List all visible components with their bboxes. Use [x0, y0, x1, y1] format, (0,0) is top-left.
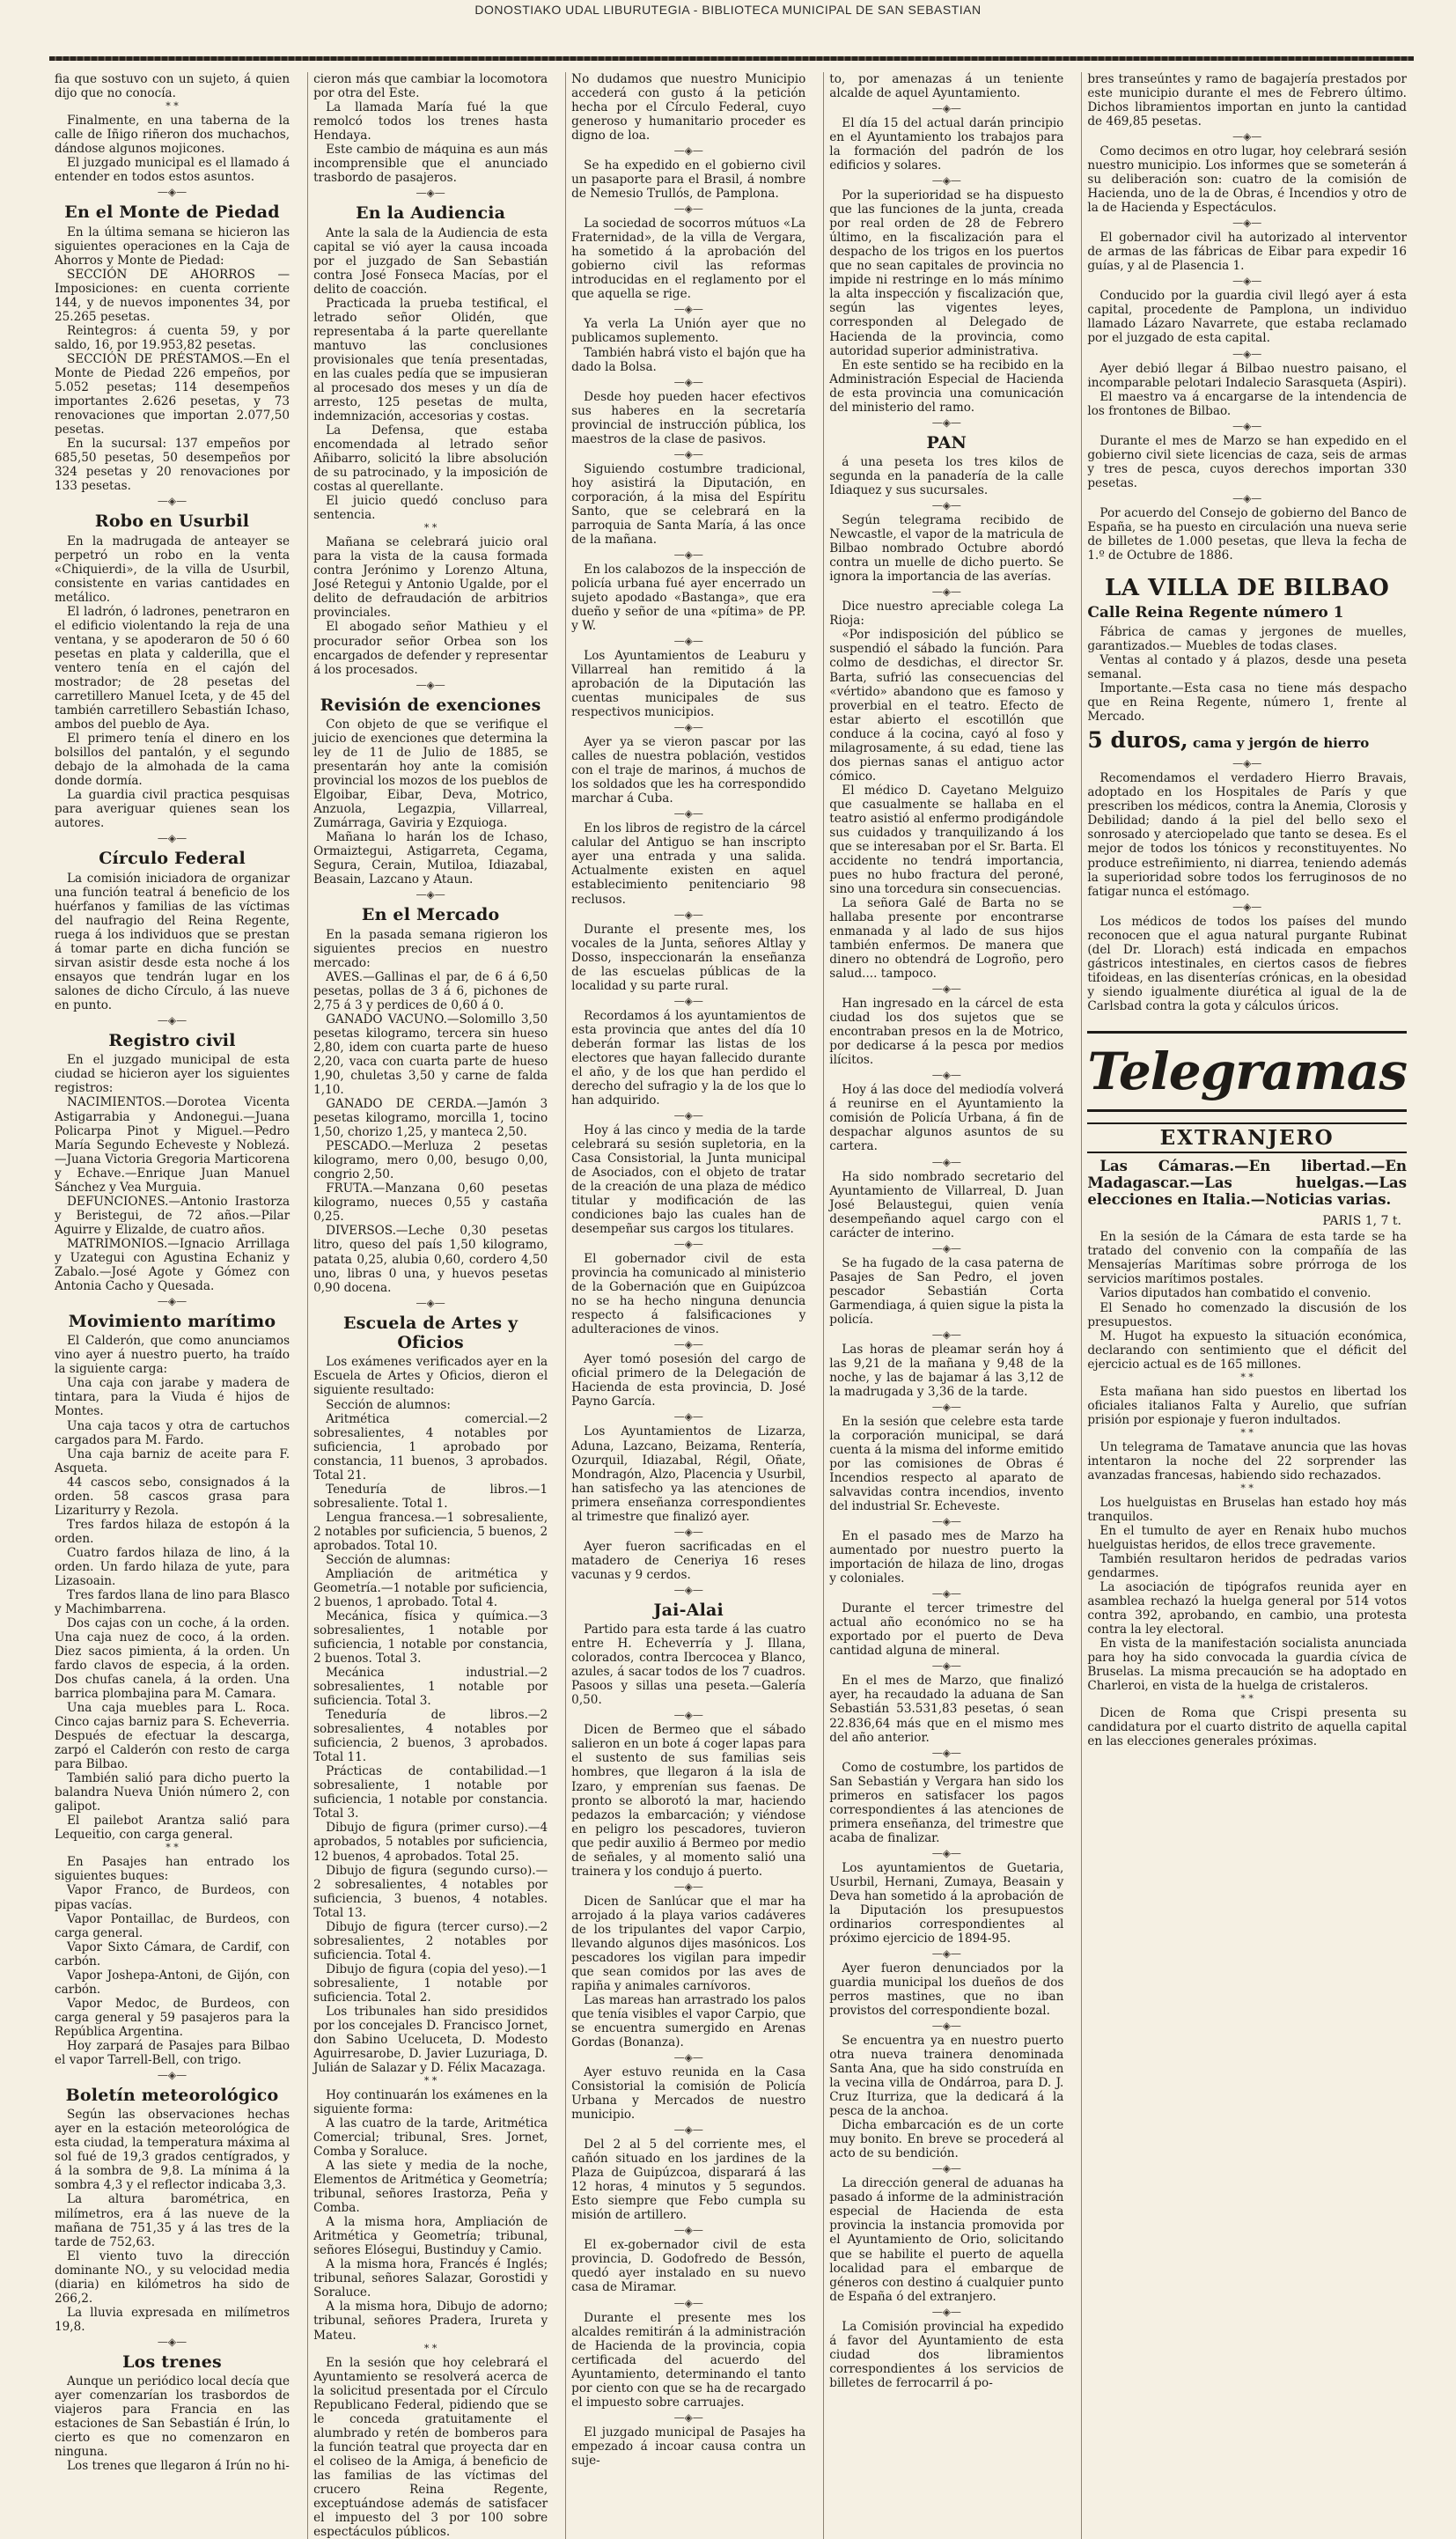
separator: —◈—: [673, 303, 703, 316]
paragraph: En el pasado mes de Marzo ha aumentado por nuestro puerto la importación de hilaza de lino, drogas y coloniales.: [829, 1529, 1064, 1586]
separator: —◈—: [673, 1525, 703, 1538]
paragraph: cieron más que cambiar la locomotora por otra del Este.: [313, 72, 548, 101]
telegram-paragraph: Varios diputados han combatido el convenio.: [1099, 1286, 1371, 1301]
paragraph: Una caja tacos y otra de cartuchos cargados para M. Fardo.: [55, 1418, 290, 1447]
telegram-paragraph: La asociación de tipógrafos reunida ayer en asamblea rechazó la huelga general por 514 votos contra 392, aprobando, en cambio, una protesta contra la ley electoral.: [1087, 1579, 1407, 1637]
paragraph: En los libros de registro de la cárcel calular del Antiguo se han inscripto ayer una entrada y una salida. Actualmente existen en aquel establecimiento penitenciario 98 reclusos.: [571, 821, 806, 907]
paragraph: Durante el tercer trimestre del actual año económico no se ha exportado por el puerto de Deva cantidad alguna de mineral.: [829, 1601, 1064, 1659]
paragraph: Dicha embarcación es de un corte muy bonito. En breve se procederá al acto de su bendición.: [829, 2118, 1064, 2161]
paragraph: Dibujo de figura (primer curso).—4 aprobados, 5 notables por suficiencia, 12 buenos, 4 aprobados. Total 25.: [313, 1821, 548, 1864]
telegramas-banner: [1087, 1031, 1407, 1112]
paragraph: GANADO DE CERDA.—Jamón 3 pesetas kilogramo, morcilla 1, tocino 1,50, chorizo 1,25, y manteca 2,50.: [313, 1097, 548, 1140]
separator: —◈—: [673, 202, 703, 216]
paragraph: Partido para esta tarde á las cuatro entre H. Echeverría y J. Illana, colorados, contra Ibercocea y Blanco, azules, á sacar todos de los 7 cuadros. Pasoos y sillas una peseta.—Galería 0,50.: [571, 1623, 806, 1708]
library-banner: [0, 0, 1456, 19]
paragraph: No dudamos que nuestro Municipio accederá con gusto á la petición hecha por el Círculo Federal, cuyo generoso y humanitario proceder es digno de loa.: [571, 72, 806, 144]
separator: —◈—: [673, 548, 703, 561]
paragraph: Tres fardos llana de lino para Blasco y Machimbarrena.: [55, 1587, 290, 1616]
column-5: [1081, 72, 1412, 2539]
paragraph: Sección de alumnos:: [326, 1397, 451, 1412]
advert-price: 5 duros,: [1087, 726, 1188, 753]
separator: —◈—: [673, 994, 703, 1007]
paragraph: bres transeúntes y ramo de bagajería prestados por este municipio durante el mes de Febrero último. Dichos libramientos importan en junto la cantidad de 469,85 pesetas.: [1087, 72, 1407, 129]
separator: —◈—: [1232, 491, 1262, 504]
paragraph: El médico D. Cayetano Melguizo que casualmente se hallaba en el teatro asistió al enfermo prodigándole sus cuidados y tranquilizando á los que se interesaban por el Sr. Barta. El accidente no tendrá importancia, pues no hubo fractura del peroné, sino una torcedura sin consecuencias.: [829, 783, 1064, 896]
column-2: [307, 72, 553, 2539]
paragraph: MATRIMONIOS.—Ignacio Arrillaga y Uzategui con Agustina Echaniz y Zabalo.—José Agote y Gómez con Antonia Cacho y Quesada.: [55, 1236, 290, 1293]
paragraph: En la sesión que hoy celebrará el Ayuntamiento se resolverá acerca de la solicitud presentada por el Círculo Republicano Federal, pidiendo que se le conceda gratuitamente el alumbrado y retén de bomberos para la función teatral que proyecta dar en el coliseo de la Amiga, á beneficio de las familias de las víctimas del crucero Reina Regente, exceptuándose además de satisfacer el impuesto del 3 por 100 sobre espectáculos públicos.: [313, 2355, 548, 2539]
paragraph: Como de costumbre, los partidos de San Sebastián y Vergara han sido los primeros en satisfacer los pagos correspondientes á las atenciones de primera enseñanza, del trimestre que acaba de finalizar.: [829, 1760, 1064, 1845]
paragraph: El ex-gobernador civil de esta provincia, D. Godofredo de Bessón, quedó ayer instalado en su nuevo casa de Miramar.: [571, 2238, 806, 2295]
paragraph: Se encuentra ya en nuestro puerto otra nueva trainera denominada Santa Ana, que ha sido construída en la vecina villa de Ondárroa, para D. J. Cruz Iturriza, que la dedicará á la pesca de la anchoa.: [829, 2034, 1064, 2119]
paragraph: Del 2 al 5 del corriente mes, el cañón situado en los jardines de la Plaza de Guipúzcoa, disparará á las 12 horas, 4 minutos y 5 segundos. Esto siempre que Febo cumpla su misión de artillero.: [571, 2138, 806, 2223]
paragraph: El juzgado municipal es el llamado á entender en todos estos asuntos.: [55, 156, 290, 185]
separator: —◈—: [1232, 130, 1262, 144]
separator: —◈—: [673, 1583, 703, 1596]
paragraph: Han ingresado en la cárcel de esta ciudad los dos sujetos que se encontraban presos en la de Motrico, por dedicarse á la pesca por medios ilícitos.: [829, 997, 1064, 1068]
paragraph: En este sentido se ha recibido en la Administración Especial de Hacienda de esta provincia una comunicación del ministerio del ramo.: [829, 357, 1064, 415]
separator: —◈—: [931, 2020, 961, 2033]
separator: —◈—: [673, 908, 703, 921]
telegram-paragraph: En la sesión de la Cámara de esta tarde se ha tratado del convenio con la compañía de las Mensajerías Marítimas sobre prórroga de los servicios marítimos postales.: [1087, 1230, 1407, 1287]
separator: —◈—: [673, 1238, 703, 1251]
paragraph: Hoy continuarán los exámenes en la siguiente forma:: [313, 2087, 548, 2116]
headline: En el Monte de Piedad: [64, 202, 280, 223]
separator: —◈—: [415, 187, 445, 200]
paragraph: Mecánica, física y química.—3 sobresalientes, 1 notable por suficiencia, 1 notable por constancia, 2 buenos. Total 3.: [313, 1608, 548, 1667]
paragraph: La señora Galé de Barta no se hallaba presente por encontrarse enmanada y al lado de sus hijos también enfermos. De manera que dinero no obtendrá de Logroño, pero salud.... tampoco.: [829, 896, 1064, 982]
paragraph: El maestro va á encargarse de la intendencia de los frontones de Bilbao.: [1087, 389, 1407, 418]
paragraph: Sección de alumnas:: [326, 1552, 451, 1567]
paragraph: El viento tuvo la dirección dominante NO., y su velocidad media (diaria) en kilómetros ha sido de 266,2.: [55, 2248, 290, 2306]
headline: PAN: [926, 432, 967, 453]
paragraph: Durante el presente mes, los vocales de la Junta, señores Altlay y Dosso, inspeccionarán la enseñanza de las escuelas públicas de la localidad y su parte rural.: [571, 922, 806, 993]
paragraph: Los Ayuntamientos de Lizarza, Aduna, Lazcano, Beizama, Rentería, Ozurquil, Idiazabal, Régil, Oñate, Mondragón, Alzo, Placencia y Usurbil, han satisfecho ya las atenciones de primera enseñanza correspondientes al trimestre que finalizó ayer.: [571, 1424, 806, 1524]
separator: —◈—: [931, 174, 961, 188]
paragraph: DIVERSOS.—Leche 0,30 pesetas litro, queso del país 1,50 kilogramo, patata 0,25, alubia 0,60, cordero 4,50 uno, libras 0 una, y huevos pesetas 0,90 docena.: [313, 1224, 548, 1295]
paragraph: A la misma hora, Ampliación de Aritmética y Geometría; tribunal, señores Elósegui, Bustinduy y Camio.: [313, 2215, 548, 2258]
advert-paragraph: Fábrica de camas y jergones de muelles, garantizados.— Muebles de todas clases.: [1087, 624, 1407, 653]
paragraph: Los tribunales han sido presididos por los concejales D. Francisco Jornet, don Sabino Uceluceta, D. Modesto Aguirresarobe, D. Javier Luzuriaga, D. Julián de Salazar y D. Félix Macazaga.: [313, 2004, 548, 2075]
separator: —◈—: [157, 832, 188, 845]
telegram-paragraph: En vista de la manifestación socialista anunciada para hoy ha sido convocada la guardia cívica de Bruselas. La misma precaución se ha adoptado en Charleroi, en vista de la huelga de cristaleros.: [1087, 1637, 1407, 1694]
paragraph: El gobernador civil ha autorizado al interventor de armas de las fábricas de Eibar para expedir 16 guías, y al de Plasencia 1.: [1087, 231, 1407, 274]
separator: —◈—: [673, 2410, 703, 2424]
paragraph: FRUTA.—Manzana 0,60 pesetas kilogramo, nueces 0,55 y castaña 0,25.: [313, 1181, 548, 1225]
headline: Escuela de Artes y Oficios: [342, 1313, 518, 1352]
advert-subtitle: Calle Reina Regente número 1: [1087, 603, 1344, 622]
separator-stars: * *: [1240, 1371, 1254, 1383]
paragraph: Por la superioridad se ha dispuesto que las funciones de la junta, creada por real orden de 28 de Febrero último, en la fiscalización para el despacho de los trigos en los puertos que no sean capitales de provincia no impide ni restringe en lo más mínimo la alta inspección y fiscalización que, según las vigentes leyes, corresponden al Delegado de Hacienda de la provincia, como autoridad superior administrativa.: [829, 188, 1064, 358]
paragraph: Se ha expedido en el gobierno civil un pasaporte para el Brasil, á nombre de Nemesio Trullós, de Pamplona.: [571, 158, 806, 202]
separator: —◈—: [673, 1338, 703, 1351]
separator: —◈—: [415, 678, 445, 691]
paragraph: Ayer fueron sacrificadas en el matadero de Ceneriya 16 reses vacunas y 9 cerdos.: [571, 1539, 806, 1582]
paragraph: En el mes de Marzo, que finalizó ayer, ha recaudado la aduana de San Sebastián 53.531,83 pesetas, ó sean 22.836,64 más que en el mismo mes del año anterior.: [829, 1674, 1064, 1745]
separator: —◈—: [931, 499, 961, 512]
paragraph: Ayer ya se vieron pascar por las calles de nuestra población, vestidos con el traje de marinos, á muchos de los soldados que les ha correspondido marchar á Cuba.: [571, 735, 806, 806]
paragraph: Teneduría de libros.—1 sobresaliente. Total 1.: [313, 1482, 548, 1511]
advert-title: LA VILLA DE BILBAO: [1105, 574, 1390, 601]
paragraph: Durante el mes de Marzo se han expedido en el gobierno civil siete licencias de caza, seis de armas y tres de pesca, cuyos derechos importan 330 pesetas.: [1087, 433, 1407, 490]
separator: —◈—: [931, 1069, 961, 1082]
paragraph: La Defensa, que estaba encomendada al letrado señor Añibarro, solicitó la libre absolución de su patrocinado, y la imposición de costas al querellante.: [313, 423, 548, 495]
paragraph: Una caja muebles para L. Roca. Cinco cajas barniz para S. Echeverria. Después de efectuar la descarga, zarpó el Calderón con resto de carga para Bilbao.: [55, 1701, 290, 1772]
separator: —◈—: [1232, 347, 1262, 360]
paragraph: La llamada María fué la que remolcó todos los trenes hasta Hendaya.: [313, 100, 548, 144]
telegram-lead: Las Cámaras.—En libertad.—En Madagascar.—Las huelgas.—Las elecciones en Italia.—Noticias varias.: [1087, 1157, 1407, 1208]
telegram-paragraph: Los huelguistas en Bruselas han estado hoy más tranquilos.: [1087, 1495, 1407, 1524]
paragraph: Este cambio de máquina es aun más incomprensible que el anunciado trasbordo de pasajeros.: [313, 143, 548, 186]
paragraph: El ladrón, ó ladrones, penetraron en el edificio violentando la reja de una ventana, y se apoderaron de 50 ó 60 pesetas en plata y calderilla, que el ventero tenía en el cajón del mostrador; de 28 pesetas del carretillero Manuel Iceta, y de 45 del también carretillero Sebastián Ichaso, ambos del pueblo de Aya.: [55, 604, 290, 732]
paragraph: Mecánica industrial.—2 sobresalientes, 1 notable por suficiencia. Total 3.: [313, 1666, 548, 1709]
paragraph: Reintegros: á cuenta 59, y por saldo, 16, por 19.953,82 pesetas.: [55, 323, 290, 352]
separator: —◈—: [673, 635, 703, 648]
paragraph: Desde hoy pueden hacer efectivos sus haberes en la secretaría provincial de instrucción pública, los maestros de la clase de pasivos.: [571, 389, 806, 446]
paragraph: Dos cajas con un coche, á la orden. Una caja nuez de coco, á la orden. Diez sacos pimienta, á la orden. Un fardo clavos de especia, á la orden. Dos chufas canela, á la orden. Una barrica plombajina para M. Camara.: [55, 1615, 290, 1702]
separator-stars: * *: [165, 1842, 179, 1854]
paragraph: fia que sostuvo con un sujeto, á quien dijo que no conocía.: [55, 72, 290, 101]
separator: —◈—: [673, 144, 703, 158]
separator: —◈—: [673, 447, 703, 460]
paragraph: A las siete y media de la noche, Elementos de Aritmética y Geometría; tribunal, señores Irastorza, Peña y Comba.: [313, 2159, 548, 2216]
headline: Boletín meteorológico: [65, 2085, 279, 2105]
paragraph: Finalmente, en una taberna de la calle de Iñigo riñeron dos muchachos, dándose algunos mojicones.: [55, 114, 290, 157]
paragraph: El día 15 del actual darán principio en el Ayuntamiento los trabajos para la formación del padrón de los edificios y solares.: [829, 116, 1064, 173]
paragraph: Los trenes que llegaron á Irún no hi-: [67, 2459, 290, 2474]
headline: En la Audiencia: [356, 203, 506, 224]
dateline: PARIS 1, 7 t.: [1322, 1213, 1401, 1228]
paragraph: Las mareas han arrastrado los palos que tenía visibles el vapor Carpio, que se encuentra sumergido en Arenas Gordas (Bonanza).: [571, 1992, 806, 2050]
paragraph: Con objeto de que se verifique el juicio de exenciones que determina la ley de 11 de Julio de 1885, se presentarán hoy ante la comisión provincial los mozos de los pueblos de Elgoibar, Eibar, Deva, Motrico, Anzuola, Legazpia, Villarreal, Zumárraga, Gaviria y Ezquioga.: [313, 718, 548, 831]
separator: —◈—: [673, 2123, 703, 2137]
paragraph: En Pasajes han entrado los siguientes buques:: [55, 1855, 290, 1884]
separator-stars: * *: [423, 522, 438, 534]
paragraph: A la misma hora, Dibujo de adorno; tribunal, señores Pradera, Irureta y Mateu.: [313, 2300, 548, 2343]
paragraph: PESCADO.—Merluza 2 pesetas kilogramo, mero 0,00, besugo 0,00, congrio 2,50.: [313, 1139, 548, 1182]
paragraph: Aunque un periódico local decía que ayer comenzarían los trasbordos de viajeros para Francia en las estaciones de San Sebastián é Irún, lo cierto es que no comenzaron en ninguna.: [55, 2374, 290, 2460]
paragraph: DEFUNCIONES.—Antonio Irastorza y Beristegui, de 72 años.—Pilar Aguirre y Elizalde, de cuatro años.: [55, 1194, 290, 1237]
paragraph: En el juzgado municipal de esta ciudad se hicieron ayer los siguientes registros:: [55, 1053, 290, 1096]
paragraph: También salió para dicho puerto la balandra Nueva Unión número 2, con galipot.: [55, 1771, 290, 1814]
paragraph: Aritmética comercial.—2 sobresalientes, 4 notables por suficiencia, 1 aprobado por constancia, 11 buenos, 3 aprobados. Total 21.: [313, 1411, 548, 1483]
headline: Registro civil: [108, 1030, 236, 1050]
separator: —◈—: [415, 888, 445, 902]
paragraph: En los calabozos de la inspección de policía urbana fué ayer encerrado un sujeto apodado «Bastanga», que era dueño y señor de una «pítima» de PP. y W.: [571, 562, 806, 633]
separator: —◈—: [157, 2068, 188, 2081]
paragraph: El pailebot Arantza salió para Lequeitio, con carga general.: [55, 1814, 290, 1843]
separator: —◈—: [673, 1709, 703, 1722]
separator: —◈—: [673, 375, 703, 388]
headline: Los trenes: [122, 2351, 222, 2372]
advert-price-desc: cama y jergón de hierro: [1188, 734, 1370, 751]
paragraph: A las cuatro de la tarde, Aritmética Comercial; tribunal, Sres. Jornet, Comba y Soraluce.: [313, 2116, 548, 2160]
paragraph: La altura barométrica, en milímetros, era á las nueve de la mañana de 751,35 y á las tres de la tarde de 752,63.: [55, 2192, 290, 2249]
paragraph: Ayer estuvo reunida en la Casa Consistorial la comisión de Policía Urbana y Mercados de nuestro municipio.: [571, 2065, 806, 2123]
separator: —◈—: [931, 1155, 961, 1168]
telegram-paragraph: Esta mañana han sido puestos en libertad los oficiales italianos Falta y Aurelio, que sufrían prisión por espionaje y fueron indultados.: [1087, 1384, 1407, 1427]
paragraph: 44 cascos sebo, consignados á la orden. 58 cascos grasa para Lizariturry y Rezola.: [55, 1475, 290, 1518]
paragraph: La guardia civil practica pesquisas para averiguar quienes sean los autores.: [55, 788, 290, 831]
paragraph: Ayer fueron denunciados por la guardia municipal los dueños de dos perros mastines, que no iban provistos del correspondiente bozal.: [829, 1961, 1064, 2019]
separator: —◈—: [673, 1880, 703, 1893]
paragraph: El Calderón, que como anunciamos vino ayer á nuestro puerto, ha traído la siguiente carga:: [55, 1334, 290, 1377]
paragraph: Dice nuestro apreciable colega La Rioja:: [829, 600, 1064, 629]
paragraph: Dicen de Bermeo que el sábado salieron en un bote á coger lapas para el sustento de sus familias seis hombres, que llegaron á la isla de Izaro, y emprenían sus faenas. De pronto se alborotó la mar, haciendo pedazos la embarcación; y viéndose en peligro los pescadores, tuvieron que pedir auxilio á Bermeo por medio de señales, y al momento salió una trainera y los condujo á puerto.: [571, 1723, 806, 1879]
paragraph: Ha sido nombrado secretario del Ayuntamiento de Villarreal, D. Juan José Belaustegui, quien venía desempeñando aquel cargo con el carácter de interino.: [829, 1169, 1064, 1240]
separator: —◈—: [931, 1660, 961, 1673]
paragraph: Hoy á las doce del mediodía volverá á reunirse en el Ayuntamiento la comisión de Policía Urbana, á fin de despachar algunos asuntos de su cartera.: [829, 1083, 1064, 1154]
advert-paragraph: Los médicos de todos los países del mundo reconocen que el agua natural purgante Rubinat (del Dr. Llorach) está indicada en empachos gástricos intestinales, en ciertos casos de fiebres tifoideas, en las disenterías crónicas, en la obesidad y siendo igualmente diurética al igual de la de Carlsbad contra la gota y cálculos úricos.: [1087, 914, 1407, 1013]
paragraph: «Por indisposición del público se suspendió el sábado la función. Para colmo de desdichas, el director Sr. Barta, sufrió las consecuencias del «vértido» abandono que es famoso y proverbial en el teatro. Efecto de estar abierto el escotillón que conduce á la cocina, cayó al foso y milagrosamente, á su edad, tiene las dos piernas sanas el antiguo actor cómico.: [829, 628, 1064, 784]
separator: —◈—: [931, 102, 961, 115]
telegram-paragraph: En el tumulto de ayer en Renaix hubo muchos huelguistas heridos, de ellos trece gravemente.: [1087, 1523, 1407, 1552]
paragraph: La sociedad de socorros mútuos «La Fraternidad», de la villa de Vergara, ha sometido á la aprobación del gobierno civil las reformas introducidas en el reglamento por el que aquella se rige.: [571, 217, 806, 302]
paragraph: AVES.—Gallinas el par, de 6 á 6,50 pesetas, pollas de 3 á 6, pichones de 2,75 á 3 y perdices de 0,60 á 0.: [313, 969, 548, 1012]
advert-paragraph: Importante.—Esta casa no tiene más despacho que en Reina Regente, número 1, frente al Mercado.: [1087, 681, 1407, 724]
paragraph: Los Ayuntamientos de Leaburu y Villarreal han remitido á la aprobación de la Diputación las cuentas municipales de sus respectivos municipios.: [571, 649, 806, 720]
separator: —◈—: [931, 1947, 961, 1960]
separator-stars: * *: [1240, 1482, 1254, 1494]
telegram-paragraph: El Senado ho comenzado la discusión de los presupuestos.: [1087, 1300, 1407, 1329]
separator: —◈—: [931, 416, 961, 429]
library-banner-text: DONOSTIAKO UDAL LIBURUTEGIA - BIBLIOTECA MUNICIPAL DE SAN SEBASTIAN: [474, 3, 982, 17]
separator: —◈—: [673, 721, 703, 734]
paragraph: Recordamos á los ayuntamientos de esta provincia que antes del día 10 deberán formar las listas de los electores que hayan fallecido durante el año, y de los que han perdido el derecho del sufragio y la de los que lo han adquirido.: [571, 1008, 806, 1108]
separator: —◈—: [1232, 419, 1262, 432]
paragraph: Cuatro fardos hilaza de lino, á la orden. Un fardo hilaza de yute, para Lizasoain.: [55, 1545, 290, 1588]
paragraph: Los ayuntamientos de Guetaria, Usurbil, Hernani, Zumaya, Beasain y Deva han sometido á la aprobación de la Diputación los presupuestos ordinarios correspondientes al próximo ejercicio de 1894-95.: [829, 1860, 1064, 1946]
telegram-paragraph: M. Hugot ha expuesto la situación económica, declarando con sentimiento que el déficit del ejercicio actual es de 165 millones.: [1087, 1328, 1407, 1372]
telegram-paragraph: También resultaron heridos de pedradas varios gendarmes.: [1087, 1551, 1407, 1580]
paragraph: En la última semana se hicieron las siguientes operaciones en la Caja de Ahorros y Monte de Piedad:: [55, 224, 290, 268]
paragraph: Dibujo de figura (segundo curso).—2 sobresalientes, 4 notables por suficiencia, 3 buenos, 4 notables. Total 13.: [313, 1863, 548, 1920]
separator: —◈—: [157, 1294, 188, 1307]
advert-paragraph: Ventas al contado y á plazos, desde una peseta semanal.: [1087, 652, 1407, 681]
paragraph: Prácticas de contabilidad.—1 sobresaliente, 1 notable por suficiencia, 1 notable por constancia. Total 3.: [313, 1764, 548, 1821]
separator: —◈—: [931, 1328, 961, 1341]
separator: —◈—: [1232, 757, 1262, 770]
telegramas-title: Telegramas: [1087, 1041, 1407, 1101]
paragraph: Según las observaciones hechas ayer en la estación meteorológica de esta ciudad, la temperatura máxima al sol fué de 19,3 grados centígrados, y á la sombra de 9,8. La mínima á la sombra 4,3 y el reflector indicaba 3,3.: [55, 2108, 290, 2193]
paragraph: Hoy zarpará de Pasajes para Bilbao el vapor Tarrell-Bell, con trigo.: [55, 2038, 290, 2067]
separator: —◈—: [931, 1746, 961, 1759]
separator: —◈—: [673, 2296, 703, 2309]
paragraph: to, por amenazas á un teniente alcalde de aquel Ayuntamiento.: [829, 72, 1064, 101]
column-4: [823, 72, 1069, 2539]
paragraph: Una caja barniz de aceite para F. Asqueta.: [55, 1446, 290, 1476]
separator: —◈—: [931, 2305, 961, 2318]
separator: —◈—: [157, 186, 188, 199]
paragraph: Ante la sala de la Audiencia de esta capital se vió ayer la causa incoada por el juzgado de San Sebastián contra José Fonseca Macías, por el delito de coacción.: [313, 225, 548, 297]
paragraph: La lluvia expresada en milímetros 19,8.: [55, 2305, 290, 2334]
paragraph: La comisión iniciadora de organizar una función teatral á beneficio de los huérfanos y familias de las víctimas del naufragio del Reina Regente, ruega á los individuos que se prestan á tomar parte en dicha función se sirvan asistir desde esta noche á los ensayos que tendrán lugar en los salones de dicho Círculo, á las nueve en punto.: [55, 871, 290, 1012]
paragraph: á una peseta los tres kilos de segunda en la panadería de la calle Idiaquez y sus sucursales.: [829, 455, 1064, 498]
telegram-paragraph: Dicen de Roma que Crispi presenta su candidatura por el cuarto distrito de aquella capital en las elecciones generales próximas.: [1087, 1706, 1407, 1749]
paragraph: El juzgado municipal de Pasajes ha empezado á incoar causa contra un suje-: [571, 2425, 806, 2468]
separator: —◈—: [157, 495, 188, 508]
separator-stars: * *: [165, 100, 179, 113]
paragraph: Dibujo de figura (tercer curso).—2 sobresalientes, 2 notables por suficiencia. Total 4.: [313, 1919, 548, 1962]
separator: —◈—: [157, 1013, 188, 1027]
separator: —◈—: [673, 1410, 703, 1424]
paragraph: En la sucursal: 137 empeños por 685,50 pesetas, 50 desempeños por 324 pesetas y 20 renovaciones por 133 pesetas.: [55, 437, 290, 494]
paragraph: Practicada la prueba testifical, el letrado señor Olidén, que representaba á la parte querellante mantuvo las conclusiones provisionales que tenía presentadas, en las cuales pedía que se impusieran al procesado dos meses y un día de arresto, 125 pesetas de multa, indemnización, accesorias y costas.: [313, 296, 548, 424]
paragraph: En la sesión que celebre esta tarde la corporación municipal, se dará cuenta á la misma del informe emitido por las comisiones de Obras é Incendios respecto al aparato de salvavidas contra incendios, invento del industrial Sr. Echeveste.: [829, 1414, 1064, 1514]
paragraph: Ayer tomó posesión del cargo de oficial primero de la Delegación de Hacienda de esta provincia, D. José Payno García.: [571, 1352, 806, 1409]
separator: —◈—: [931, 1846, 961, 1859]
headline: Robo en Usurbil: [94, 511, 250, 532]
paragraph: El abogado señor Mathieu y el procurador señor Orbea son los encargados de defender y representar á los procesados.: [313, 620, 548, 677]
separator: —◈—: [931, 1587, 961, 1601]
paragraph: Lengua francesa.—1 sobresaliente, 2 notables por suficiencia, 5 buenos, 2 aprobados. Total 10.: [313, 1510, 548, 1553]
paragraph: SECCIÓN DE AHORROS —Imposiciones: en cuenta corriente 144, y de nuevos imponentes 34, por 25.265 pesetas.: [55, 267, 290, 324]
separator: —◈—: [673, 1108, 703, 1122]
advert-paragraph: Recomendamos el verdadero Hierro Bravais, adoptado en los Hospitales de París y que prescriben los médicos, contra la Anemia, Clorosis y Debilidad; dando á la piel del bello sexo el sonrosado y aterciopelado que tanto se desea. Es el mejor de todos los tónicos y reconstituyentes. No produce estreñimiento, ni diarrea, teniendo además la superioridad sobre todos los ferruginosos de no fatigar nunca el estómago.: [1087, 771, 1407, 899]
paragraph: Según telegrama recibido de Newcastle, el vapor de la matricula de Bilbao nombrado Octubre abordó contra un muelle de dicho puerto. Se ignora la importancia de las averías.: [829, 513, 1064, 585]
paragraph: Vapor Pontaillac, de Burdeos, con carga general.: [55, 1911, 290, 1940]
separator: —◈—: [157, 2335, 188, 2348]
separator-stars: * *: [423, 2075, 438, 2086]
separator: —◈—: [1232, 900, 1262, 913]
separator-stars: * *: [1240, 1693, 1254, 1705]
paragraph: Vapor Sixto Cámara, de Cardif, con carbón.: [55, 1939, 290, 1969]
paragraph: El juicio quedó concluso para sentencia.: [313, 494, 548, 523]
paragraph: Siguiendo costumbre tradicional, hoy asistirá la Diputación, en corporación, á la misa del Espíritu Santo, que se celebrará en la parroquia de Santa María, á las once de la mañana.: [571, 461, 806, 547]
paragraph: Ayer debió llegar á Bilbao nuestro paisano, el incomparable pelotari Indalecio Sarasqueta (Aspiri).: [1087, 361, 1407, 390]
advert-price-line: [1087, 727, 1407, 754]
paragraph: Vapor Franco, de Burdeos, con pipas vacías.: [55, 1883, 290, 1912]
paragraph: Teneduría de libros.—2 sobresalientes, 4 notables por suficiencia, 2 buenos, 3 aprobados. Total 11.: [313, 1708, 548, 1765]
paragraph: A la misma hora, Francés é Inglés; tribunal, señores Salazar, Gorostidi y Soraluce.: [313, 2257, 548, 2300]
column-1: [49, 72, 295, 2539]
paragraph: Por acuerdo del Consejo de gobierno del Banco de España, se ha puesto en circulación una nueva serie de billetes de 1.000 pesetas, que lleva la fecha de 1.º de Octubre de 1886.: [1087, 505, 1407, 563]
paragraph: En la madrugada de anteayer se perpetró un robo en la venta «Chiquierdi», de la villa de Usurbil, consistente en varias cantidades en metálico.: [55, 534, 290, 605]
paragraph: Una caja con jarabe y madera de tintara, para la Viuda é hijos de Montes.: [55, 1376, 290, 1419]
paragraph: NACIMIENTOS.—Dorotea Vicenta Astigarrabia y Andonegui.—Juana Policarpa Pinot y Miguel.—Pedro María Segundo Echeveste y Noblezá.—Juana Victoria Gregoria Marticorena y Echave.—Enrique Juan Manuel Sánchez y Vea Murguia.: [55, 1095, 290, 1195]
paragraph: La dirección general de aduanas ha pasado á informe de la administración especial de Hacienda de esta provincia la instancia promovida por el Ayuntamiento de Orio, solicitando que se habilite el puerto de aquella localidad para el embarque de géneros con destino á cualquier punto de España ó del extranjero.: [829, 2176, 1064, 2304]
newspaper-page: [49, 72, 1412, 2539]
paragraph: Vapor Joshepa-Antoni, de Gijón, con carbón.: [55, 1968, 290, 1997]
paragraph: Como decimos en otro lugar, hoy celebrará sesión nuestro municipio. Los informes que se someterán á su deliberación son: cuatro de la comisión de Hacienda, uno de la de Obras, é Incendios y otro de la de Hacienda y Espectáculos.: [1087, 144, 1407, 216]
paragraph: Hoy á las cinco y media de la tarde celebrará su sesión supletoria, en la Casa Consistorial, la Junta municipal de Asociados, con el objeto de tratar de la creación de una plaza de médico titular y modificación de las condiciones bajo las cuales han de desempeñar sus cargos los titulares.: [571, 1122, 806, 1237]
paragraph: En la pasada semana rigieron los siguientes precios en nuestro mercado:: [313, 927, 548, 970]
separator: —◈—: [673, 2051, 703, 2064]
paragraph: GANADO VACUNO.—Solomillo 3,50 pesetas kilogramo, tercera sin hueso 2,80, idem con cuarta parte de hueso 2,20, vaca con cuarta parte de hueso 1,90, chuletas 3,50 y carne de falda 1,10.: [313, 1012, 548, 1098]
separator: —◈—: [1232, 275, 1262, 288]
separator: —◈—: [415, 1296, 445, 1309]
paragraph: Dibujo de figura (copia del yeso).—1 sobresaliente, 1 notable por suficiencia. Total 2.: [313, 1961, 548, 2005]
separator-stars: * *: [1240, 1426, 1254, 1439]
paragraph: Se ha fugado de la casa paterna de Pasajes de San Pedro, el joven pescador Sebastián Corta Garmendiaga, á quien sigue la pista la policía.: [829, 1255, 1064, 1327]
paragraph: SECCIÓN DE PRÉSTAMOS.—En el Monte de Piedad 226 empeños, por 5.052 pesetas; 114 desempeños importantes 2.626 pesetas, y 73 renovaciones que importan 2.077,50 pesetas.: [55, 351, 290, 438]
paragraph: Los exámenes verificados ayer en la Escuela de Artes y Oficios, dieron el siguiente resultado:: [313, 1355, 548, 1398]
headline: Jai-Alai: [653, 1600, 724, 1620]
paragraph: Las horas de pleamar serán hoy á las 9,21 de la mañana y 9,48 de la noche, y las de bajamar á las 3,12 de la madrugada y 3,36 de la tarde.: [829, 1342, 1064, 1399]
separator: —◈—: [931, 1515, 961, 1528]
paragraph: Durante el presente mes los alcaldes remitirán á la administración de Hacienda de la provincia, copia certificada del acuerdo del Ayuntamiento, determinando el tanto por ciento con que se ha de recargado el impuesto sobre carruajes.: [571, 2310, 806, 2410]
telegram-paragraph: Un telegrama de Tamatave anuncia que las hovas intentaron la noche del 22 sorprender las avanzadas francesas, habiendo sido rechazados.: [1087, 1439, 1407, 1483]
paragraph: El gobernador civil de esta provincia ha comunicado al ministerio de la Gobernación que en Guipúzcoa no se ha hecho ninguna denuncia respecto á falsificaciones y adulteraciones de vinos.: [571, 1252, 806, 1337]
headline: Movimiento marítimo: [68, 1311, 276, 1331]
headline: En el Mercado: [361, 905, 500, 925]
separator: —◈—: [931, 585, 961, 599]
section-extranjero: EXTRANJERO: [1087, 1122, 1407, 1153]
headline: Revisión de exenciones: [320, 695, 541, 715]
paragraph: También habrá visto el bajón que ha dado la Bolsa.: [571, 345, 806, 374]
paragraph: Mañana lo harán los de Ichaso, Ormaiztegui, Astigarreta, Cegama, Segura, Cerain, Mutiloa, Idiazabal, Beasain, Lazcano y Ataun.: [313, 830, 548, 887]
paragraph: Ya verla La Unión ayer que no publicamos suplemento.: [571, 317, 806, 346]
paragraph: Vapor Medoc, de Burdeos, con carga general y 59 pasajeros para la República Argentina.: [55, 1996, 290, 2039]
separator: —◈—: [673, 2224, 703, 2237]
page-top-rule: [49, 56, 1414, 61]
paragraph: Ampliación de aritmética y Geometría.—1 notable por suficiencia, 2 buenos, 1 aprobado. Total 4.: [313, 1566, 548, 1609]
separator: —◈—: [931, 2162, 961, 2175]
separator: —◈—: [931, 1241, 961, 1255]
paragraph: La Comisión provincial ha expedido á favor del Ayuntamiento de esta ciudad dos libramientos correspondientes á los servicios de billetes de ferrocarril á po-: [829, 2319, 1064, 2390]
paragraph: El primero tenía el dinero en los bolsillos del pantalón, y el segundo debajo de la almohada de la cama donde dormía.: [55, 732, 290, 789]
separator: —◈—: [1232, 217, 1262, 230]
headline: Círculo Federal: [99, 849, 246, 869]
separator: —◈—: [673, 807, 703, 821]
separator: —◈—: [931, 982, 961, 996]
paragraph: Dicen de Sanlúcar que el mar ha arrojado á la playa varios cadáveres de los tripulantes del vapor Carpio, llevando algunos dijes masónicos. Los pescadores los vigilan para impedir que sean comidos por las aves de rapiña y animales carnívoros.: [571, 1894, 806, 1993]
paragraph: Mañana se celebrará juicio oral para la vista de la causa formada contra Jerónimo y Lorenzo Altuna, José Retegui y Antonio Ugalde, por el delito de defraudación de arbitrios provinciales.: [313, 535, 548, 621]
paragraph: Tres fardos hilaza de estopón á la orden.: [55, 1517, 290, 1546]
paragraph: Conducido por la guardia civil llegó ayer á esta capital, procedente de Pamplona, un individuo llamado Lázaro Navarrete, que estaba reclamado por el juzgado de esta capital.: [1087, 289, 1407, 346]
column-3: [565, 72, 811, 2539]
separator: —◈—: [931, 1400, 961, 1413]
separator-stars: * *: [423, 2342, 438, 2354]
